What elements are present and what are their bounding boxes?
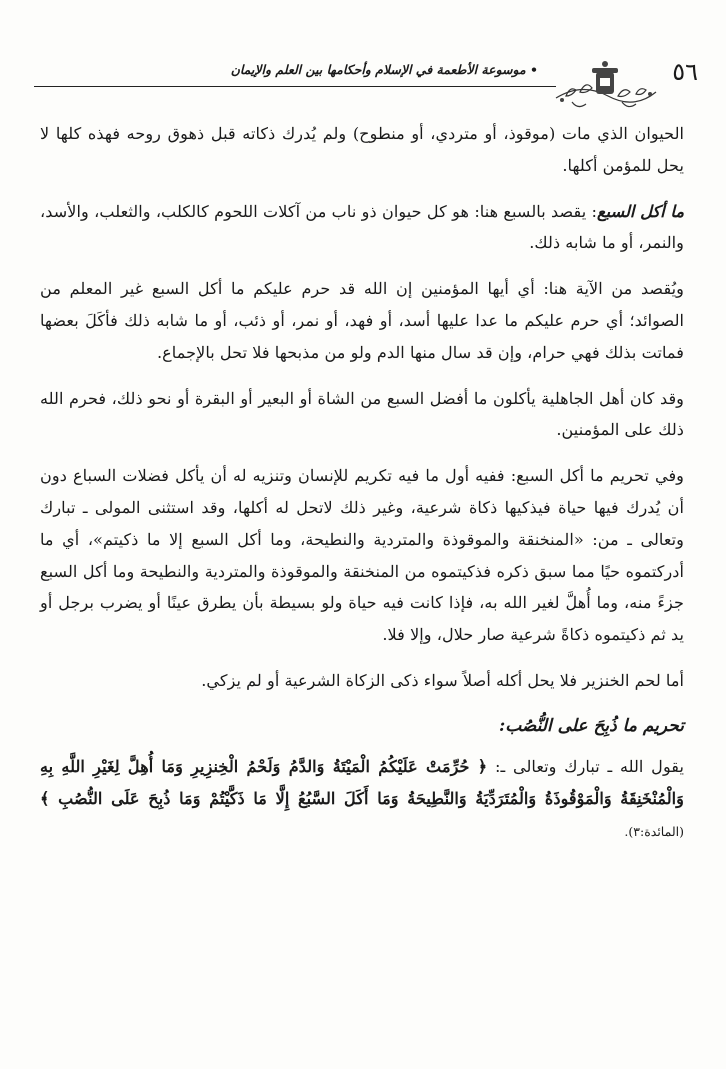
paragraph-4: وقد كان أهل الجاهلية يأكلون ما أفضل السبع من الشاة أو البعير أو البقرة أو نحو ذلك، فحرم الله ذلك على المؤمنين.	[40, 388, 684, 440]
page-header	[34, 52, 698, 112]
verse-paragraph: يقول الله ـ تبارك وتعالى ـ: ﴿ حُرِّمَتْ عَلَيْكُمُ الْمَيْتَةُ وَالدَّمُ وَلَحْمُ الْخِنزِيرِ وَمَا أُهِلَّ لِغَيْرِ اللَّهِ بِهِ وَالْمُنْخَنِقَةُ وَالْمَوْقُوذَةُ وَالْمُتَرَدِّيَةُ وَالنَّطِيحَةُ وَمَا أَكَلَ السَّبُعُ إِلَّا مَا ذَكَّيْتُمْ وَمَا ذُبِحَ عَلَى النُّصُبِ ﴾ (المائدة:٣).	[40, 756, 684, 840]
header-divider	[34, 86, 556, 87]
paragraph-3: ويُقصد من الآية هنا: أي أيها المؤمنين إن الله قد حرم عليكم ما أكل السبع غير المعلم من الصوائد؛ أي حرم عليكم ما عدا عليها أسد، أو فهد، أو نمر، أو ذئب، أو ما شابه ذلك فأكَلَ بعضها فماتت بذلك فهي حرام، وإن قد سال منها الدم ولو من مذبحها فلا تحل بالإجماع.	[40, 279, 684, 362]
page-body	[40, 118, 684, 862]
quran-verse: ﴿ حُرِّمَتْ عَلَيْكُمُ الْمَيْتَةُ وَالدَّمُ وَلَحْمُ الْخِنزِيرِ وَمَا أُهِلَّ لِغَيْرِ اللَّهِ بِهِ وَالْمُنْخَنِقَةُ وَالْمَوْقُوذَةُ وَالْمُتَرَدِّيَةُ وَالنَّطِيحَةُ وَمَا أَكَلَ السَّبُعُ إِلَّا مَا ذَكَّيْتُمْ وَمَا ذُبِحَ عَلَى النُّصُبِ ﴾	[40, 756, 684, 808]
verse-reference: (المائدة:٣).	[624, 824, 684, 840]
paragraph-1: الحيوان الذي مات (موقوذ، أو متردي، أو منطوح) ولم يُدرك ذكاته قبل ذهوق روحه فهذه كلها لا يحل للمؤمن أكلها.	[40, 124, 684, 175]
page-number: ٥٦	[672, 58, 698, 86]
paragraph-5: وفي تحريم ما أكل السبع: ففيه أول ما فيه تكريم للإنسان وتنزيه له أن يأكل فضلات السباع دون أن يُدرك فيها حياة فيذكيها ذكاة شرعية، وغير ذلك لاتحل له أكلها، وقد استثنى المولى ـ تبارك وتعالى ـ من: «المنخنقة والموقوذة والمتردية والنطيحة، وما أكل السبع إلا ما ذكيتم»، أي ما أدركتموه حيًا مما سبق ذكره فذكيتموه من المنخنقة والموقوذة والمتردية والنطيحة وما أكل السبع جزءً منه، وما أُهلَّ لغير الله به، فإذا كانت فيه حياة ولو بسيطة بأن يطرق عينًا أو يضرب برجل أو يد ثم ذكيتموه ذكاةً شرعية صار حلال، وإلا فلا.	[40, 466, 684, 645]
paragraph-2: ما أكل السبع: يقصد بالسبع هنا: هو كل حيوان ذو ناب من آكلات اللحوم كالكلب، والثعلب، والأسد، والنمر، أو ما شابه ذلك.	[40, 201, 684, 253]
term-heading: ما أكل السبع	[597, 201, 684, 221]
paragraph-6: أما لحم الخنزير فلا يحل أكله أصلاً سواء ذكى الزكاة الشرعية أو لم يزكي.	[201, 670, 684, 690]
floral-ornament-icon	[552, 52, 658, 112]
header-title: • موسوعة الأطعمة في الإسلام وأحكامها بين العلم والإيمان	[230, 62, 538, 77]
section-heading: تحريم ما ذُبِحَ على النُّصُب:	[498, 715, 684, 736]
